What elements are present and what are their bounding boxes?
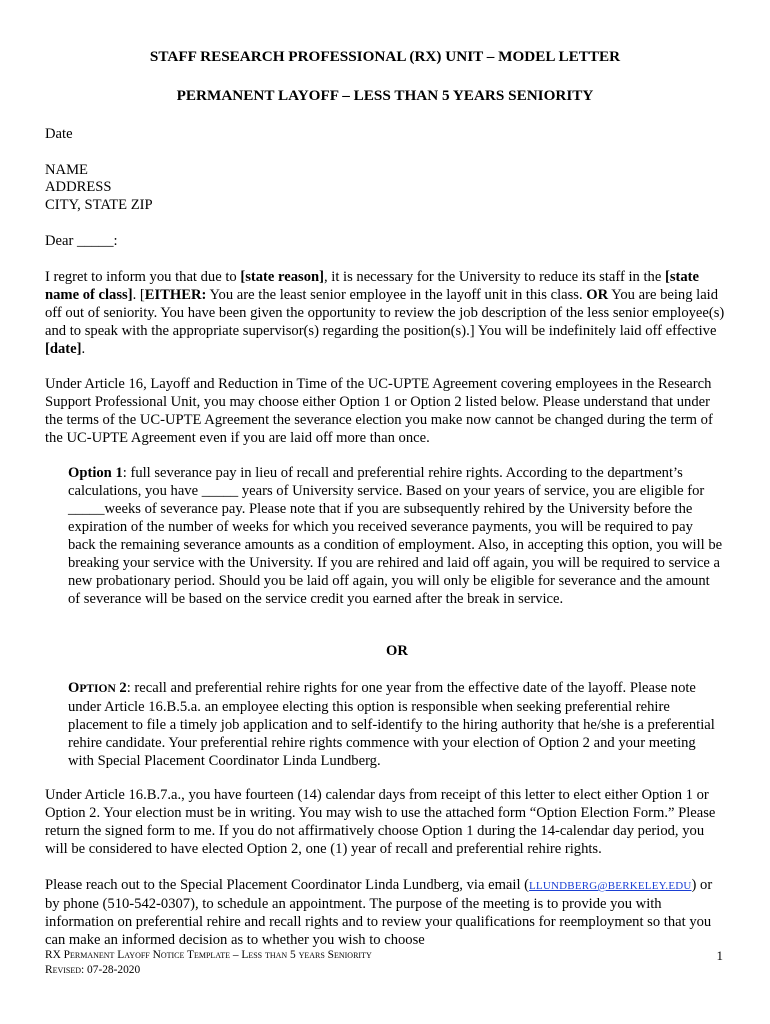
placeholder-state-reason: [state reason] xyxy=(240,269,324,285)
option-2-block xyxy=(68,679,723,770)
option-2-label xyxy=(68,680,127,696)
text-run: Please reach out to the Special Placement Coordinator Linda Lundberg, via email ( xyxy=(45,877,530,893)
date-label: Date xyxy=(45,126,73,142)
recipient-name: NAME xyxy=(45,162,88,178)
recipient-city: CITY, STATE ZIP xyxy=(45,197,153,213)
option-1-label: Option 1 xyxy=(68,465,123,481)
footer-revised: Revised: 07-28-2020 xyxy=(45,964,141,976)
page-subtitle: PERMANENT LAYOFF – LESS THAN 5 YEARS SENIORITY xyxy=(176,87,594,104)
salutation: Dear _____: xyxy=(45,233,118,249)
text-run: . [ xyxy=(132,287,145,303)
email-link[interactable]: LLUNDBERG@BERKELEY.EDU xyxy=(529,880,692,892)
page-title: STAFF RESEARCH PROFESSIONAL (RX) UNIT – MODEL LETTER xyxy=(149,48,621,65)
text-run: You are being laid off out of seniority. You have been given the opportunity to review the job description of the less senior employee(s) and to speak with the appropriate supervisor(s) regarding the position(s).] You will be indefinitely laid off effective xyxy=(45,287,725,339)
paragraph-article-16: Under Article 16, Layoff and Reduction in Time of the UC-UPTE Agreement covering employees in the Research Support Professional Unit, you may choose either Option 1 or Option 2 listed below. Please understand that under the terms of the UC-UPTE Agreement the severance election you make now cannot be changed during the term of the UC-UPTE Agreement even if you are laid off more than once. xyxy=(45,376,713,446)
or-inline-label: OR xyxy=(586,287,609,303)
footer-template-name: RX Permanent Layoff Notice Template – Less than 5 years Seniority xyxy=(45,949,372,961)
paragraph-layoff-reason xyxy=(45,268,725,358)
page-number: 1 xyxy=(716,948,723,963)
text-run: ) or by phone (510-542-0307), to schedule an appointment. The purpose of the meeting is to provide you with information on preferential rehire and recall rights and to review your qualifications for reemployment so that you can make an informed decision as to whether you wish to choose xyxy=(45,877,713,948)
paragraph-election-deadline: Under Article 16.B.7.a., you have fourteen (14) calendar days from receipt of this letter to elect either Option 1 or Option 2. Your election must be in writing. You may wish to use the attached form “Option Election Form.” Please return the signed form to me. If you do not affirmatively choose Option 1 during the 14-calendar day period, you will be considered to have elected Option 2, one (1) year of recall and preferential rehire rights. xyxy=(45,787,716,857)
text-run: . xyxy=(81,341,86,357)
recipient-address: ADDRESS xyxy=(45,179,112,195)
or-separator: OR xyxy=(386,643,408,659)
option-2-label-rest: PTION xyxy=(79,683,116,695)
option-2-text: : recall and preferential rehire rights for one year from the effective date of the layoff. Please note under Article 16.B.5.a. an employee electing this option is responsible when seeking preferential rehire placement to file a timely job application and to self-identify to the hiring authority that he/she is a preferential rehire candidate. Your preferential rehire rights commence with your election of Option 2 and your meeting with Special Placement Coordinator Linda Lundberg. xyxy=(68,680,715,769)
text-run: I regret to inform you that due to xyxy=(45,269,241,285)
placeholder-date: [date] xyxy=(45,341,82,357)
option-2-label-num: 2 xyxy=(115,680,127,696)
option-2-label-initial: O xyxy=(68,680,80,696)
either-label: EITHER: xyxy=(144,287,207,303)
text-run: , it is necessary for the University to reduce its staff in the xyxy=(323,269,665,285)
placeholder-class-name: [state name of class] xyxy=(45,269,699,303)
option-1-block xyxy=(68,464,723,608)
footer xyxy=(45,948,372,978)
paragraph-contact xyxy=(45,876,725,949)
text-run: You are the least senior employee in the layoff unit in this class. xyxy=(206,287,587,303)
option-1-text: : full severance pay in lieu of recall and preferential rehire rights. According to the department’s calculations, you have _____ years of University service. Based on your years of service, you are eligible for _____weeks of severance pay. Please note that if you are subsequently rehired by the University before the expiration of the number of weeks for which you received severance payments, you will be required to pay back the remaining severance amounts as a condition of employment. Also, in accepting this option, you will be breaking your service with the University. If you are rehired and laid off again, you will be required to service a new probationary period. Should you be laid off again, you will only be eligible for severance and the amount of severance will be based on the service credit you earned after the break in service. xyxy=(68,465,723,607)
